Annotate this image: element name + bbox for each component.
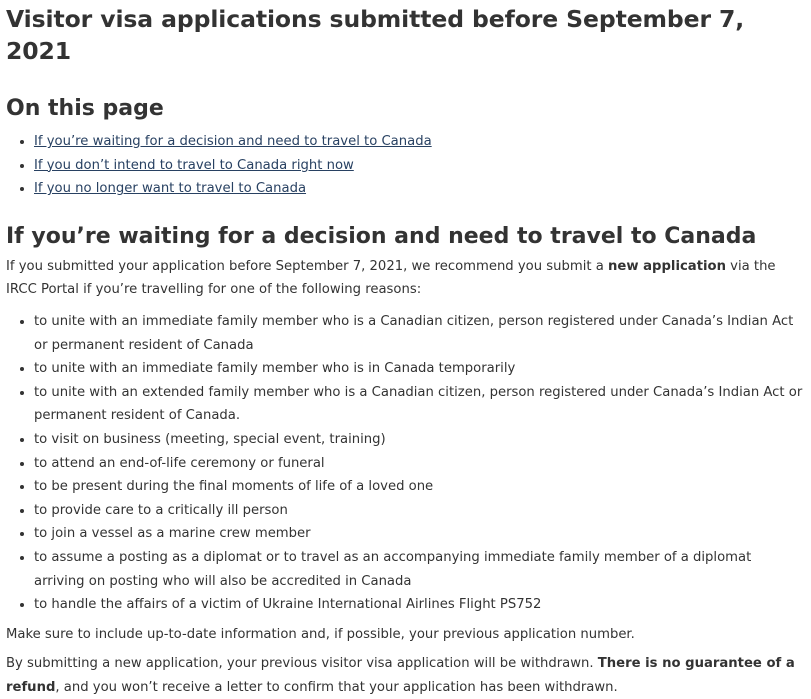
info-paragraph: Make sure to include up-to-date information and, if possible, your previous application number. xyxy=(6,626,635,642)
toc-link-not-travelling-now[interactable]: If you don’t intend to travel to Canada right now xyxy=(34,157,354,173)
withdraw-text-continued: , and you won’t receive a letter to confirm that your application has been withdrawn. xyxy=(55,679,618,695)
reason-item: • to handle the affairs of a victim of Ukraine International Airlines Flight PS752 xyxy=(34,593,805,617)
withdraw-text: By submitting a new application, your previous visitor visa application will be withdrawn. xyxy=(6,656,598,672)
reason-item: • to visit on business (meeting, special event, training) xyxy=(34,428,805,452)
toc-link-waiting-decision[interactable]: If you’re waiting for a decision and need to travel to Canada xyxy=(34,134,432,149)
page-title: Visitor visa applications submitted before September 7, 2021 xyxy=(6,5,745,65)
intro-paragraph xyxy=(6,255,805,302)
reason-item: • to assume a posting as a diplomat or to travel as an accompanying immediate family member of a diplomat arriving on posting who will also be accredited in Canada xyxy=(34,546,805,593)
intro-text: If you submitted your application before September 7, 2021, we recommend you submit a xyxy=(6,258,609,274)
toc-item xyxy=(34,154,805,178)
reason-item: • to provide care to a critically ill person xyxy=(34,499,805,523)
reason-item: • to be present during the final moments of life of a loved one xyxy=(34,475,805,499)
intro-bold-new-application: new application xyxy=(608,258,726,274)
reason-item: • to unite with an immediate family member who is a Canadian citizen, person registered under Canada’s Indian Act or permanent resident of Canada xyxy=(34,310,805,357)
toc-item xyxy=(34,177,805,201)
toc-list xyxy=(6,130,805,201)
withdraw-paragraph xyxy=(6,652,805,699)
toc-heading: On this page xyxy=(6,96,164,121)
intro-text-continued: via the IRCC Portal if you’re travelling for one of the following reasons: xyxy=(6,258,776,298)
reason-item: • to join a vessel as a marine crew member xyxy=(34,522,805,546)
reason-item: • to unite with an extended family member who is a Canadian citizen, person registered under Canada’s Indian Act or permanent resident of Canada. xyxy=(34,381,805,428)
reason-item: • to attend an end-of-life ceremony or funeral xyxy=(34,452,805,476)
toc-link-no-longer-travel[interactable]: If you no longer want to travel to Canada xyxy=(34,181,307,197)
reason-item: • to unite with an immediate family member who is in Canada temporarily xyxy=(34,357,805,381)
reasons-list xyxy=(6,310,805,617)
toc-item xyxy=(34,130,805,154)
section-heading: If you’re waiting for a decision and need to travel to Canada xyxy=(6,223,757,249)
refund-warning: There is no guarantee of a refund xyxy=(6,656,795,695)
